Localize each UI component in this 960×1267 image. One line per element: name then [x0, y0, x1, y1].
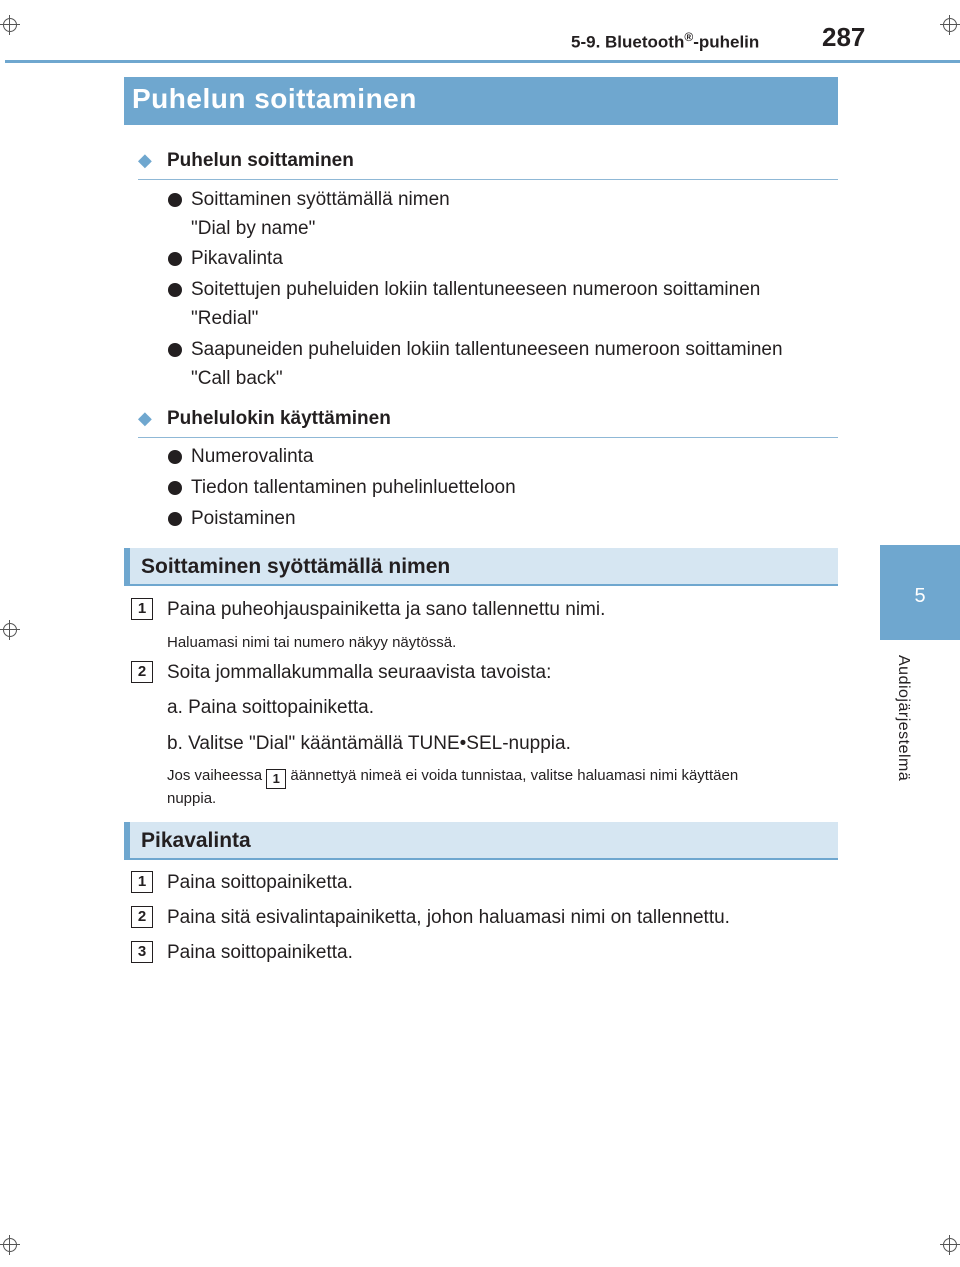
section-title-dial-by-name: Soittaminen syöttämällä nimen — [141, 555, 451, 578]
step-reference: 1 — [266, 769, 286, 789]
bullet-icon — [168, 283, 182, 297]
step-number: 1 — [131, 871, 153, 893]
crop-mark-bottom-right — [940, 1235, 960, 1255]
header-rule — [5, 60, 960, 63]
step-text: Paina soittopainiketta. — [167, 942, 353, 963]
diamond-icon: ◆ — [138, 150, 152, 170]
crop-mark-mid-left — [0, 620, 20, 640]
list-item: Soittaminen syöttämällä nimen "Dial by name" — [191, 189, 450, 239]
footnote: Jos vaiheessa 1 äännettyä nimeä ei voida tunnistaa, valitse haluamasi nimi käyttäen — [167, 767, 738, 789]
step-text: Paina soittopainiketta. — [167, 872, 353, 893]
chapter-number: 5 — [914, 585, 926, 607]
crop-mark-top-right — [940, 15, 960, 35]
list-item: Soitettujen puheluiden lokiin tallentuneeseen numeroon soittaminen "Redial" — [191, 279, 761, 329]
bullet-icon — [168, 512, 182, 526]
list-item: Pikavalinta — [191, 248, 283, 269]
step-text: Soita jommallakummalla seuraavista tavoista: — [167, 662, 552, 683]
section-underline — [124, 584, 838, 586]
overview-heading-call-log: Puhelulokin käyttäminen — [167, 408, 391, 429]
crop-mark-top-left — [0, 15, 20, 35]
list-item: Numerovalinta — [191, 446, 314, 467]
section-bar — [124, 548, 130, 586]
running-head-suffix: -puhelin — [693, 32, 760, 52]
list-item: Tiedon tallentaminen puhelinluetteloon — [191, 477, 516, 498]
step-text: Paina puheohjauspainiketta ja sano tallennettu nimi. — [167, 599, 606, 620]
crop-mark-bottom-left — [0, 1235, 20, 1255]
page-title: Puhelun soittaminen — [132, 83, 417, 114]
list-item: Saapuneiden puheluiden lokiin tallentuneeseen numeroon soittaminen "Call back" — [191, 339, 783, 389]
list-item: Poistaminen — [191, 508, 296, 529]
page-number: 287 — [822, 22, 866, 52]
bullet-icon — [168, 343, 182, 357]
diamond-icon: ◆ — [138, 408, 152, 428]
overview-heading-calling: Puhelun soittaminen — [167, 150, 354, 171]
subhead-rule — [138, 179, 838, 180]
section-title-speed-dial: Pikavalinta — [141, 829, 251, 852]
section-bar — [124, 822, 130, 860]
step-note: Haluamasi nimi tai numero näkyy näytössä. — [167, 634, 457, 651]
footnote-line2: nuppia. — [167, 790, 217, 807]
bullet-icon — [168, 450, 182, 464]
step-substep: b. Valitse "Dial" kääntämällä TUNE•SEL-nuppia. — [167, 733, 571, 754]
step-number: 2 — [131, 661, 153, 683]
step-number: 2 — [131, 906, 153, 928]
bullet-icon — [168, 481, 182, 495]
bullet-icon — [168, 193, 182, 207]
section-underline — [124, 858, 838, 860]
chapter-label: Audiojärjestelmä — [895, 655, 912, 782]
step-number: 1 — [131, 598, 153, 620]
running-head — [571, 30, 759, 53]
bullet-icon — [168, 252, 182, 266]
running-head-prefix: 5-9. Bluetooth — [571, 32, 685, 52]
step-number: 3 — [131, 941, 153, 963]
step-substep: a. Paina soittopainiketta. — [167, 697, 375, 718]
step-text: Paina sitä esivalintapainiketta, johon haluamasi nimi on tallennettu. — [167, 907, 730, 928]
subhead-rule — [138, 437, 838, 438]
registered-mark: ® — [684, 30, 694, 44]
